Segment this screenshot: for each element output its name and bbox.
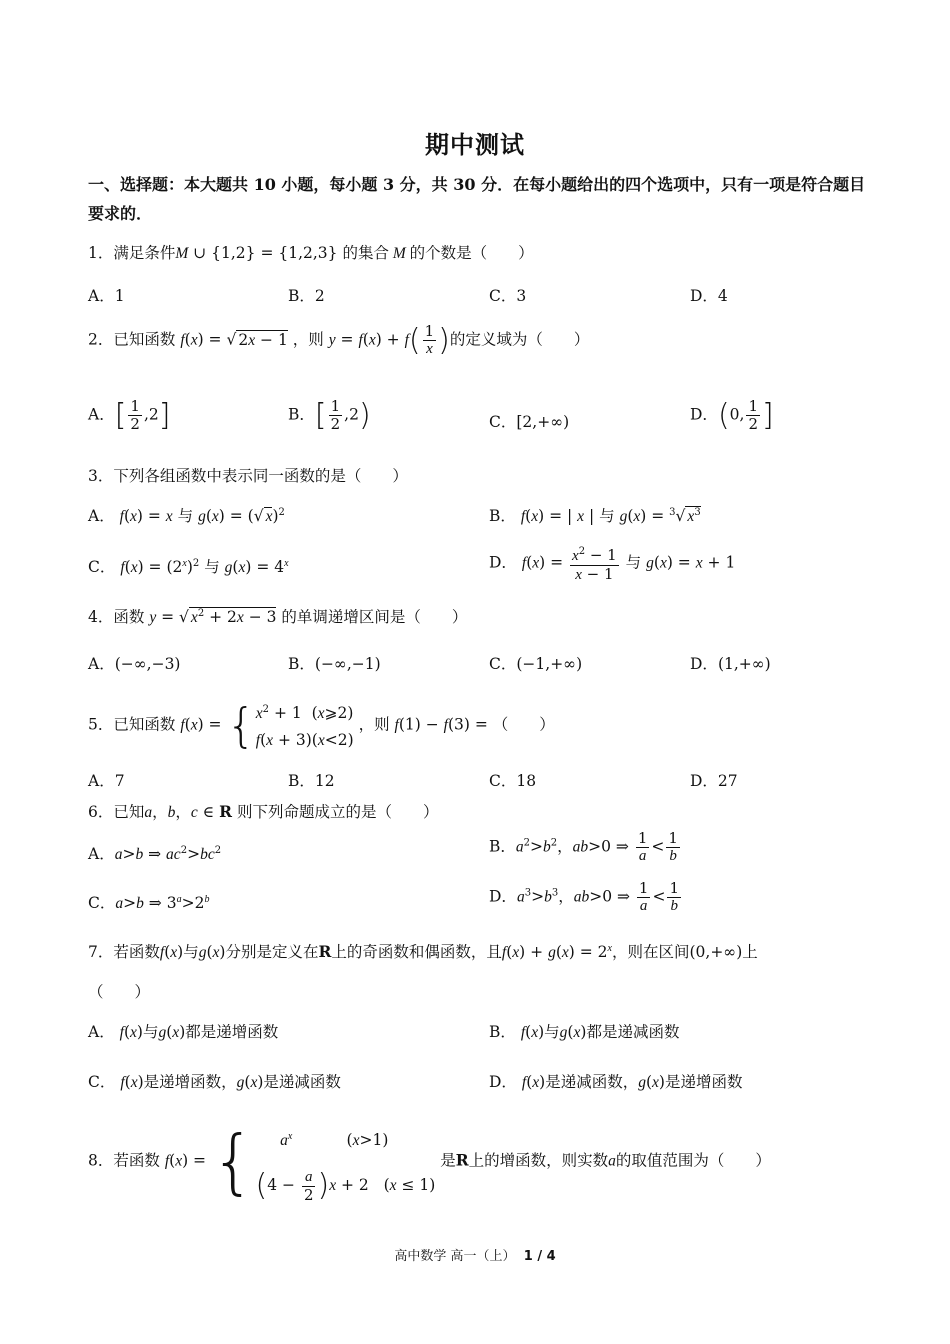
q4-option-c: C．(−1,+∞) <box>489 655 583 673</box>
question-2: 2．已知函数 f(x) = √ 2x − 1 ，则 y = f(x) + f( $\frac{1}{x}$ )的定义域为（ ） <box>88 322 590 358</box>
question-6: 6．已知a，b，c ∈ R 则下列命题成立的是（ ） <box>88 802 439 821</box>
q7-answer-paren: （ ） <box>88 983 151 1001</box>
q7-option-d: D． f(x)是递减函数，g(x)是递增函数 <box>489 1073 743 1091</box>
q2-option-d: D．(0, $\frac{1}{2}$ ] <box>690 397 774 433</box>
question-3: 3．下列各组函数中表示同一函数的是（ ） <box>88 467 408 485</box>
q6-option-c: C．a>b ⇒ $3^a>2^b$ <box>88 893 210 912</box>
q3-option-c: C． $f(x) = (2^x)^2$ 与 $g(x) = 4^x$ <box>88 557 289 576</box>
question-5: 5．已知函数 f(x) = { $x^2 + 1$ (x⩾2) f(x + 3)(x<2) ，则 f(1) − f(3) = （ ） <box>88 698 555 753</box>
q5-option-d: D．27 <box>690 772 738 790</box>
section-heading: 一、选择题：本大题共 10 小题，每小题 3 分，共 30 分．在每小题给出的四个选项中，只有一项是符合题目要求的． <box>88 175 866 223</box>
footer-title: 高中数学 高一（上） <box>394 1249 516 1264</box>
q4-option-b: B．(−∞,−1) <box>288 655 381 673</box>
q2-option-b: B．[ $\frac{1}{2}$ ,2) <box>288 397 371 433</box>
page-title: 期中测试 <box>425 130 525 159</box>
question-7: 7．若函数f(x)与g(x)分别是定义在R上的奇函数和偶函数，且$f(x) + g(x) = 2^x$，则在区间(0,+∞)上 <box>88 942 758 961</box>
q6-option-a: A．a>b ⇒ $ac^2>bc^2$ <box>88 844 222 863</box>
q4-option-a: A．(−∞,−3) <box>88 655 181 673</box>
q2-option-a: A．[ $\frac{1}{2}$ ,2] <box>88 397 171 433</box>
q1-option-b: B．2 <box>288 287 325 305</box>
q6-option-d: D．$a^3>b^3$，ab>0 ⇒ $\frac{1}{a}$ < $\frac{1}{b}$ <box>489 879 679 914</box>
question-1: 1．满足条件M ∪ {1,2} = {1,2,3} 的集合 M 的个数是（ ） <box>88 244 534 262</box>
q5-option-c: C．18 <box>489 772 537 790</box>
q6-option-b: B．$a^2>b^2$，ab>0 ⇒ $\frac{1}{a}$ < $\frac{1}{b}$ <box>489 829 678 864</box>
q1-option-c: C．3 <box>489 287 527 305</box>
question-8: 8．若函数 f(x) = { $a^x$ (x>1) (4 − $\frac{a}{2}$ )x + 2 (x ≤ 1) 是R上的增函数，则实数a的取值范围为（ ） <box>88 1120 771 1204</box>
q3-option-b: B． f(x) = | x | 与 g(x) = $^3$√ $x^3$ <box>489 506 701 525</box>
q5-option-a: A．7 <box>88 772 125 790</box>
q4-option-d: D．(1,+∞) <box>690 655 771 673</box>
q2-option-c: C．[2,+∞) <box>489 413 570 431</box>
q3-option-d: D． f(x) = $\frac{x^2 - 1}{x - 1}$ 与 g(x) = x + 1 <box>489 543 735 584</box>
q1-option-d: D．4 <box>690 287 728 305</box>
page-number: 1 / 4 <box>523 1249 556 1264</box>
question-4: 4．函数 y = √ $x^2 + 2x - 3$ 的单调递增区间是（ ） <box>88 607 468 626</box>
page-footer <box>0 1245 950 1264</box>
q1-option-a: A．1 <box>88 287 125 305</box>
q3-option-a: A． f(x) = x 与 g(x) = (√ x)$^2$ <box>88 506 285 525</box>
q5-option-b: B．12 <box>288 772 335 790</box>
q7-option-c: C． f(x)是递增函数，g(x)是递减函数 <box>88 1073 341 1091</box>
q7-option-a: A． f(x)与g(x)都是递增函数 <box>88 1023 279 1041</box>
q7-option-b: B． f(x)与g(x)都是递减函数 <box>489 1023 680 1041</box>
